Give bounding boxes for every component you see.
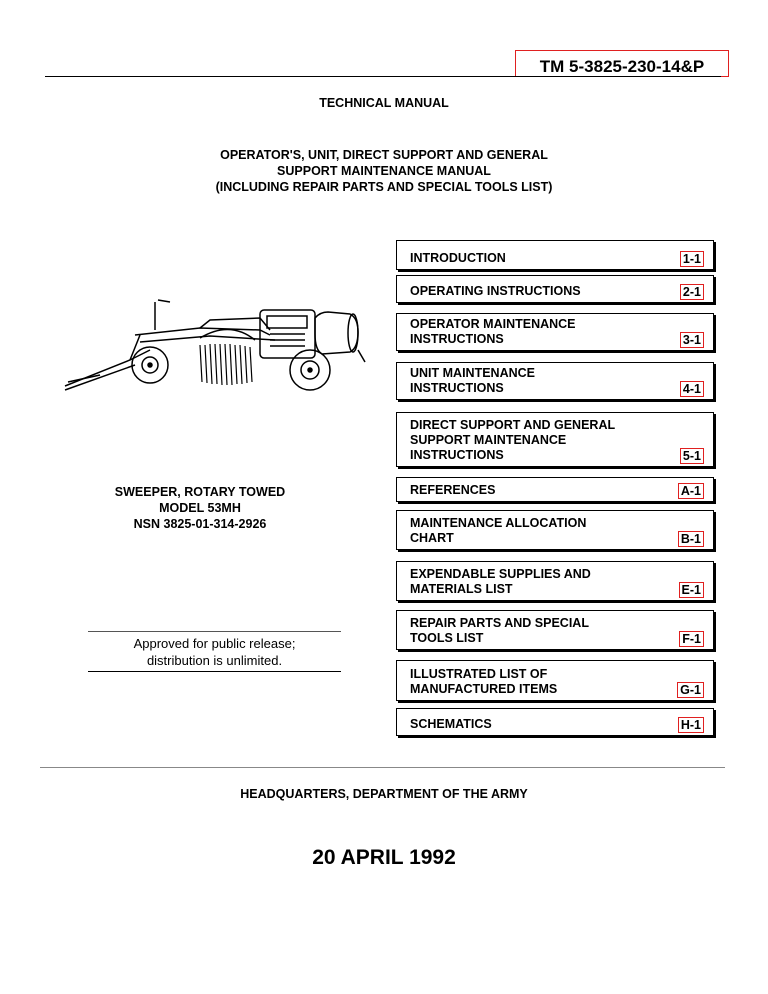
toc-item-manufactured-items[interactable] [396,660,714,701]
equipment-model: MODEL 53MH [159,501,241,515]
toc-item-label: OPERATOR MAINTENANCE INSTRUCTIONS [410,317,576,346]
toc-item-page[interactable]: H-1 [678,717,704,733]
toc-item-page[interactable]: F-1 [679,631,704,647]
toc-item-page[interactable]: B-1 [678,531,704,547]
toc-item-maintenance-allocation[interactable] [396,510,714,550]
top-divider [45,76,721,77]
title-line-1: OPERATOR'S, UNIT, DIRECT SUPPORT AND GENERAL [220,148,548,162]
toc-item-label: SCHEMATICS [410,717,492,731]
toc-item-expendable-supplies[interactable] [396,561,714,601]
approval-line-2: distribution is unlimited. [146,653,283,668]
bottom-divider [40,767,725,768]
toc-item-page[interactable]: G-1 [677,682,704,698]
toc-item-direct-general-support[interactable] [396,412,714,467]
toc-item-introduction[interactable] [396,240,714,270]
headquarters: HEADQUARTERS, DEPARTMENT OF THE ARMY [240,787,528,801]
toc-item-operating-instructions[interactable] [396,275,714,303]
approval-notice [88,631,341,672]
equipment-name: SWEEPER, ROTARY TOWED [114,485,286,499]
toc-item-label: UNIT MAINTENANCE INSTRUCTIONS [410,366,535,395]
publication-date: 20 APRIL 1992 [312,846,456,869]
toc-item-label: REPAIR PARTS AND SPECIAL TOOLS LIST [410,616,589,645]
title-line-3: (INCLUDING REPAIR PARTS AND SPECIAL TOOLS LIST) [215,180,553,194]
manual-type: TECHNICAL MANUAL [319,96,449,110]
toc-item-page[interactable]: E-1 [679,582,704,598]
toc-item-references[interactable] [396,477,714,502]
toc-item-label: REFERENCES [410,483,496,497]
toc-item-label: EXPENDABLE SUPPLIES AND MATERIALS LIST [410,567,591,596]
toc-item-schematics[interactable] [396,708,714,736]
equipment-nsn: NSN 3825-01-314-2926 [133,517,267,531]
toc-item-label: MAINTENANCE ALLOCATION CHART [410,516,587,545]
toc-item-page[interactable]: 3-1 [680,332,704,348]
toc-item-operator-maintenance[interactable] [396,313,714,351]
tm-number: TM 5-3825-230-14&P [515,50,729,77]
toc-item-label: INTRODUCTION [410,251,506,265]
toc-item-page[interactable]: 1-1 [680,251,704,267]
toc-item-repair-parts[interactable] [396,610,714,650]
toc-item-page[interactable]: 2-1 [680,284,704,300]
approval-line-1: Approved for public release; [133,636,296,651]
toc-item-page[interactable]: A-1 [678,483,704,499]
toc-item-label: DIRECT SUPPORT AND GENERAL SUPPORT MAINTENANCE INSTRUCTIONS [410,418,616,462]
title-line-2: SUPPORT MAINTENANCE MANUAL [277,164,491,178]
toc-item-label: OPERATING INSTRUCTIONS [410,284,581,298]
toc-item-page[interactable]: 5-1 [680,448,704,464]
toc-item-label: ILLUSTRATED LIST OF MANUFACTURED ITEMS [410,667,558,696]
rotary-sweeper-illustration [60,290,380,400]
toc-item-page[interactable]: 4-1 [680,381,704,397]
toc-item-unit-maintenance[interactable] [396,362,714,400]
